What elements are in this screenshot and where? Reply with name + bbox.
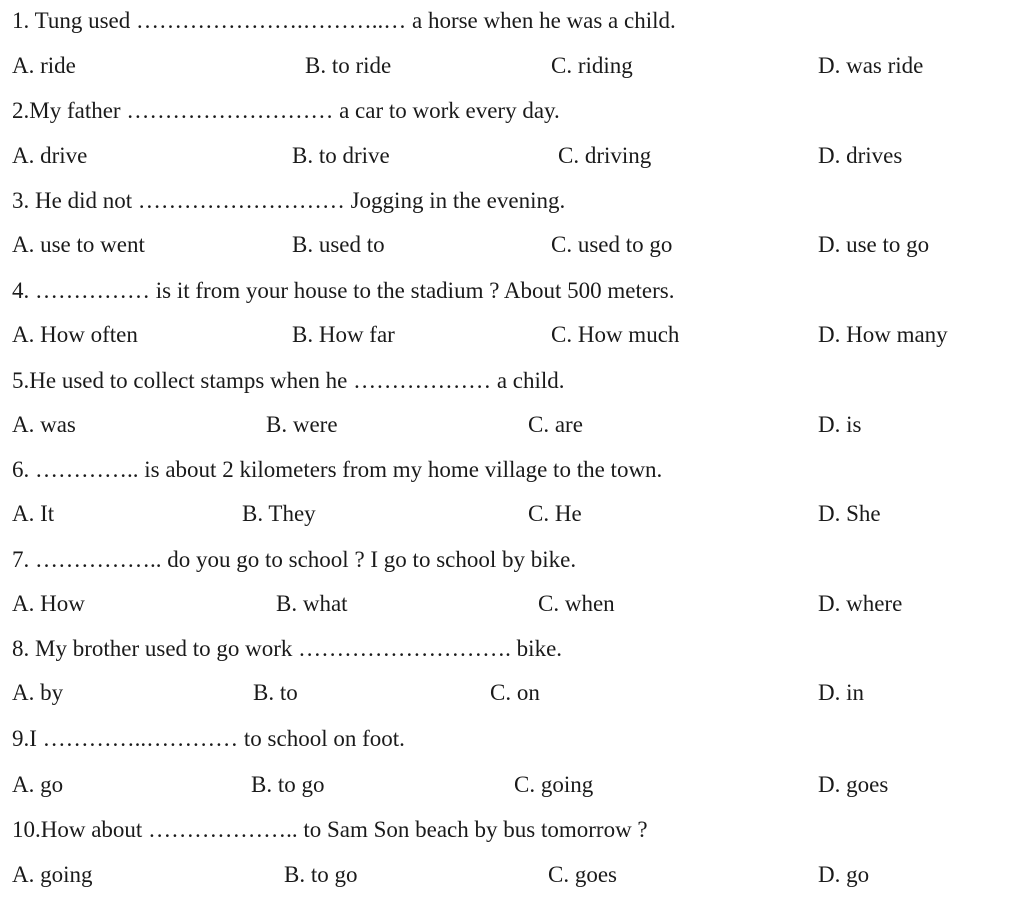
question-5-option-d[interactable]: D. is xyxy=(818,412,862,437)
question-4-options xyxy=(0,320,1024,350)
question-6 xyxy=(0,455,1024,485)
question-3-option-a[interactable]: A. use to went xyxy=(12,232,145,257)
question-8-text: 8. My brother used to go work ………………………. bike. xyxy=(12,636,563,661)
question-1 xyxy=(0,6,1024,36)
question-8-option-b[interactable]: B. to xyxy=(253,680,298,705)
question-7-option-b[interactable]: B. what xyxy=(276,591,348,616)
question-7-text: 7. …………….. do you go to school ? I go to school by bike. xyxy=(12,547,577,572)
question-7-option-a[interactable]: A. How xyxy=(12,591,85,616)
question-2-option-a[interactable]: A. drive xyxy=(12,143,88,168)
question-9-text: 9.I …………..………… to school on foot. xyxy=(12,726,405,751)
question-9-option-a[interactable]: A. go xyxy=(12,772,64,797)
question-9-option-c[interactable]: C. going xyxy=(514,772,594,797)
question-2-option-c[interactable]: C. driving xyxy=(558,143,652,168)
question-2 xyxy=(0,96,1024,126)
question-4-option-d[interactable]: D. How many xyxy=(818,322,948,347)
question-8 xyxy=(0,634,1024,664)
question-9-option-b[interactable]: B. to go xyxy=(251,772,325,797)
question-9-options xyxy=(0,770,1024,800)
question-6-options xyxy=(0,499,1024,529)
question-3-options xyxy=(0,230,1024,260)
question-3 xyxy=(0,186,1024,216)
question-7-options xyxy=(0,589,1024,619)
question-10-options xyxy=(0,860,1024,890)
question-5-option-b[interactable]: B. were xyxy=(266,412,338,437)
question-2-text: 2.My father ……………………… a car to work every day. xyxy=(12,98,560,123)
question-6-option-d[interactable]: D. She xyxy=(818,501,881,526)
question-6-text: 6. ………….. is about 2 kilometers from my home village to the town. xyxy=(12,457,663,482)
question-9-option-d[interactable]: D. goes xyxy=(818,772,889,797)
question-3-option-d[interactable]: D. use to go xyxy=(818,232,930,257)
question-1-option-c[interactable]: C. riding xyxy=(551,53,633,78)
question-1-option-a[interactable]: A. ride xyxy=(12,53,76,78)
question-3-text: 3. He did not ……………………… Jogging in the evening. xyxy=(12,188,566,213)
question-5-option-a[interactable]: A. was xyxy=(12,412,76,437)
question-1-text: 1. Tung used ………………….………..… a horse when he was a child. xyxy=(12,8,676,33)
question-6-option-c[interactable]: C. He xyxy=(528,501,582,526)
question-10 xyxy=(0,815,1024,845)
question-7-option-c[interactable]: C. when xyxy=(538,591,615,616)
question-10-text: 10.How about ……………….. to Sam Son beach by bus tomorrow ? xyxy=(12,817,648,842)
question-4-option-c[interactable]: C. How much xyxy=(551,322,680,347)
question-9 xyxy=(0,724,1024,754)
question-1-option-b[interactable]: B. to ride xyxy=(305,53,392,78)
question-1-options xyxy=(0,51,1024,81)
question-6-option-a[interactable]: A. It xyxy=(12,501,55,526)
question-2-option-b[interactable]: B. to drive xyxy=(292,143,390,168)
question-10-option-a[interactable]: A. going xyxy=(12,862,93,887)
question-10-option-c[interactable]: C. goes xyxy=(548,862,617,887)
question-6-option-b[interactable]: B. They xyxy=(242,501,316,526)
question-2-option-d[interactable]: D. drives xyxy=(818,143,903,168)
question-10-option-d[interactable]: D. go xyxy=(818,862,870,887)
question-2-options xyxy=(0,141,1024,171)
question-10-option-b[interactable]: B. to go xyxy=(284,862,358,887)
question-8-option-a[interactable]: A. by xyxy=(12,680,64,705)
question-7 xyxy=(0,545,1024,575)
question-4-text: 4. …………… is it from your house to the stadium ? About 500 meters. xyxy=(12,278,675,303)
question-4-option-a[interactable]: A. How often xyxy=(12,322,138,347)
question-7-option-d[interactable]: D. where xyxy=(818,591,903,616)
question-1-option-d[interactable]: D. was ride xyxy=(818,53,924,78)
question-5-options xyxy=(0,410,1024,440)
question-5-text: 5.He used to collect stamps when he ……………… a child. xyxy=(12,368,565,393)
question-8-option-c[interactable]: C. on xyxy=(490,680,540,705)
question-5-option-c[interactable]: C. are xyxy=(528,412,583,437)
question-3-option-b[interactable]: B. used to xyxy=(292,232,385,257)
question-5 xyxy=(0,366,1024,396)
question-8-option-d[interactable]: D. in xyxy=(818,680,864,705)
question-4 xyxy=(0,276,1024,306)
question-8-options xyxy=(0,678,1024,708)
question-3-option-c[interactable]: C. used to go xyxy=(551,232,673,257)
question-4-option-b[interactable]: B. How far xyxy=(292,322,395,347)
